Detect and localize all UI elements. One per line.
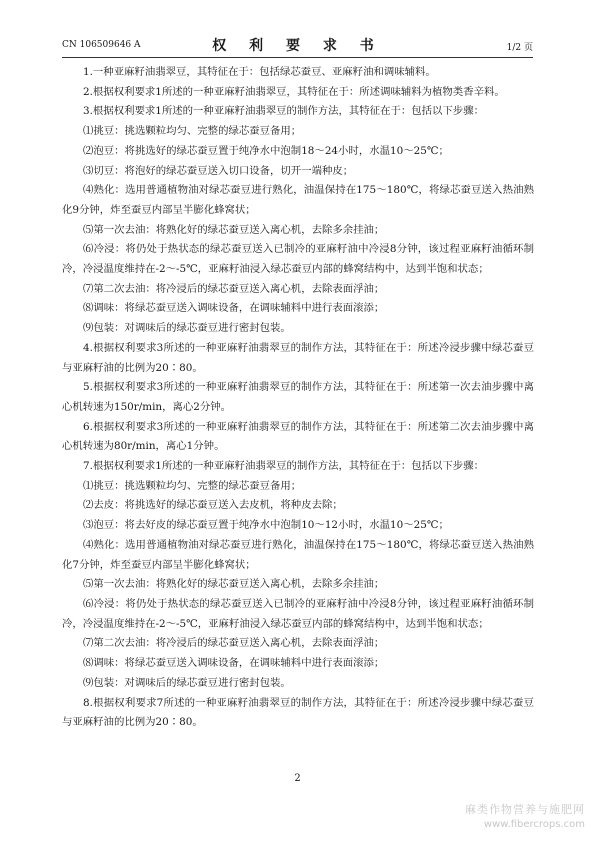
page-number: 2 xyxy=(294,773,301,784)
document-title: 权 利 要 求 书 xyxy=(212,38,383,54)
claim-step: ⑶泡豆：将去好皮的绿芯蚕豆置于纯净水中泡制10～12小时，水温10～25℃； xyxy=(83,519,449,532)
claim-step: ⑺第二次去油：将冷浸后的绿芯蚕豆送入离心机，去除表面浮油； xyxy=(83,637,385,650)
claims-body xyxy=(62,63,534,733)
site-watermark xyxy=(465,801,585,830)
watermark-url: www.fibercrops.com xyxy=(483,819,585,830)
header-rule xyxy=(62,57,533,58)
claim-step: ⑼包装：对调味后的绿芯蚕豆进行密封包装。 xyxy=(83,322,291,335)
claim-paragraph: 5.根据权利要求3所述的一种亚麻籽油翡翠豆的制作方法，其特征在于：所述第一次去油步骤中离心机转速为150r/min，离心2分钟。 xyxy=(62,381,534,413)
claim-paragraph: 4.根据权利要求3所述的一种亚麻籽油翡翠豆的制作方法，其特征在于：所述冷浸步骤中绿芯蚕豆与亚麻籽油的比例为20∶80。 xyxy=(62,341,534,374)
claim-step: ⑵去皮：将挑选好的绿芯蚕豆送入去皮机，将种皮去除； xyxy=(83,499,343,512)
claim-paragraph: 3.根据权利要求1所述的一种亚麻籽油翡翠豆的制作方法，其特征在于：包括以下步骤： xyxy=(83,105,484,118)
claim-step: ⑸第一次去油：将熟化好的绿芯蚕豆送入离心机，去除多余挂油； xyxy=(83,578,385,591)
claim-step: ⑴挑豆：挑选颗粒均匀、完整的绿芯蚕豆备用； xyxy=(83,125,302,138)
page-header xyxy=(62,32,533,56)
claim-step: ⑹冷浸：将仍处于热状态的绿芯蚕豆送入已制冷的亚麻籽油中冷浸8分钟，该过程亚麻籽油循环制冷，冷浸温度维持在-2～-5℃，亚麻籽油浸入绿芯蚕豆内部的蜂窝结构中，达到半饱和状态； xyxy=(62,597,534,630)
claim-step: ⑶切豆：将泡好的绿芯蚕豆送入切口设备，切开一端种皮； xyxy=(83,164,354,177)
claim-step: ⑹冷浸：将仍处于热状态的绿芯蚕豆送入已制冷的亚麻籽油中冷浸8分钟，该过程亚麻籽油循环制冷，冷浸温度维持在-2～-5℃，亚麻籽油浸入绿芯蚕豆内部的蜂窝结构中，达到半饱和状态； xyxy=(62,243,534,276)
claim-paragraph: 7.根据权利要求1所述的一种亚麻籽油翡翠豆的制作方法，其特征在于：包括以下步骤： xyxy=(83,460,484,473)
claim-step: ⑷熟化：选用普通植物油对绿芯蚕豆进行熟化，油温保持在175～180℃，将绿芯蚕豆送入热油熟化9分钟，炸至蚕豆内部呈半膨化蜂窝状； xyxy=(62,184,534,216)
claim-step: ⑻调味：将绿芯蚕豆送入调味设备，在调味辅料中进行表面滚添； xyxy=(83,302,385,315)
claim-step: ⑺第二次去油：将冷浸后的绿芯蚕豆送入离心机，去除表面浮油； xyxy=(83,282,385,295)
claim-paragraph: 8.根据权利要求7所述的一种亚麻籽油翡翠豆的制作方法，其特征在于：所述冷浸步骤中绿芯蚕豆与亚麻籽油的比例为20∶80。 xyxy=(62,696,534,729)
page-indicator: 1/2 页 xyxy=(506,43,533,53)
patent-number: CN 106509646 A xyxy=(62,40,141,50)
claim-step: ⑸第一次去油：将熟化好的绿芯蚕豆送入离心机，去除多余挂油； xyxy=(83,223,385,236)
claim-step: ⑼包装：对调味后的绿芯蚕豆进行密封包装。 xyxy=(83,676,291,689)
claim-paragraph: 6.根据权利要求3所述的一种亚麻籽油翡翠豆的制作方法，其特征在于：所述第二次去油步骤中离心机转速为80r/min，离心1分钟。 xyxy=(62,420,534,453)
watermark-title: 麻类作物营养与施肥网 xyxy=(465,803,585,816)
claim-step: ⑴挑豆：挑选颗粒均匀、完整的绿芯蚕豆备用； xyxy=(83,479,302,492)
claim-step: ⑷熟化：选用普通植物油对绿芯蚕豆进行熟化，油温保持在175～180℃，将绿芯蚕豆送入热油熟化7分钟，炸至蚕豆内部呈半膨化蜂窝状； xyxy=(62,538,534,571)
claim-paragraph: 1.一种亚麻籽油翡翠豆，其特征在于：包括绿芯蚕豆、亚麻籽油和调味辅料。 xyxy=(83,66,436,78)
claim-paragraph: 2.根据权利要求1所述的一种亚麻籽油翡翠豆，其特征在于：所述调味辅料为植物类香辛料。 xyxy=(83,85,505,98)
claim-step: ⑻调味：将绿芯蚕豆送入调味设备，在调味辅料中进行表面滚添； xyxy=(83,657,385,670)
claim-step: ⑵泡豆：将挑选好的绿芯蚕豆置于纯净水中泡制18～24小时，水温10～25℃； xyxy=(83,144,449,157)
